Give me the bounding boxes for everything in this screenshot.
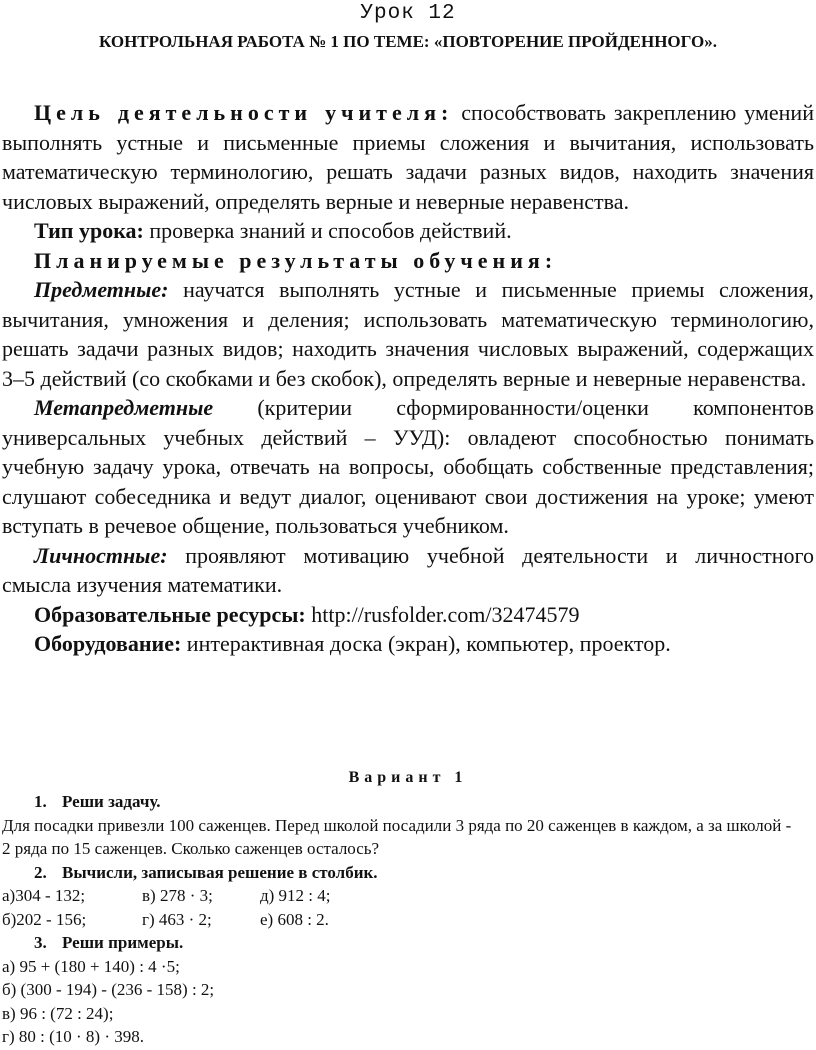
equipment-text: интерактивная доска (экран), компьютер, проектор. bbox=[181, 631, 671, 656]
personal-paragraph bbox=[2, 541, 814, 600]
task3-heading bbox=[2, 931, 802, 955]
goal-paragraph bbox=[2, 98, 814, 216]
lesson-type-paragraph bbox=[2, 216, 814, 246]
personal-text: проявляют мотивацию учебной деятельности и личностного смысла изучения математики. bbox=[2, 542, 814, 597]
task3-item: в) 96 : (72 : 24); bbox=[2, 1003, 114, 1023]
tasks-section bbox=[2, 790, 802, 1049]
task1-text: Для посадки привезли 100 саженцев. Перед школой посадили 3 ряда по 20 саженцев в каждом, а за школой - 2 ряда по 15 саженцев. Сколько саженцев осталось? bbox=[2, 815, 792, 858]
task2-number: 2. bbox=[34, 862, 47, 882]
task1-number: 1. bbox=[34, 792, 47, 811]
goal-text: способствовать закреплению умений выполнять устные и письменные приемы сложения и вычитания, использовать математическую терминологию, решать задачи разных видов, находить значения числовых выражений, определять верные и неверные неравенства. bbox=[2, 100, 814, 214]
results-heading: Планируемые результаты обучения: bbox=[34, 247, 558, 273]
results-heading-paragraph bbox=[2, 246, 814, 276]
resources-link[interactable]: http://rusfolder.com/32474579 bbox=[305, 601, 580, 627]
task2-item: б)202 - 156; bbox=[2, 909, 87, 929]
equipment-paragraph bbox=[2, 629, 814, 659]
resources-paragraph bbox=[2, 600, 814, 630]
subject-text: научатся выполнять устные и письменные приемы сложения, вычитания, умножения и деления; использовать математическую терминологию, решать задачи разных видов; находить значения числовых выражений, содержащих 3–5 действий (со скобками и без скобок), определять верные и неверные неравенства. bbox=[2, 277, 814, 391]
metasubject-text: (критерии сформированности/оценки компонентов универсальных учебных действий – УУД): овладеют способностью понимать учебную задачу урока, отвечать на вопросы, обобщать собственные представления; слушают собеседника и ведут диалог, оценивают свои достижения на уроке; умеют вступать в речевое общение, пользоваться учебником. bbox=[2, 395, 814, 538]
metasubject-label: Метапредметные bbox=[34, 395, 214, 420]
lesson-description bbox=[2, 98, 814, 659]
task2-item: д) 912 : 4; bbox=[260, 886, 331, 905]
task2-item: г) 463 · 2; bbox=[142, 909, 212, 929]
task1-heading bbox=[2, 790, 802, 814]
lesson-type-label: Тип урока: bbox=[34, 218, 144, 243]
lesson-number: Урок 12 bbox=[360, 2, 456, 25]
task1-title: Реши задачу. bbox=[62, 792, 161, 811]
resources-label: Образовательные ресурсы: bbox=[34, 601, 306, 627]
task3-item: а) 95 + (180 + 140) : 4 ·5; bbox=[2, 956, 180, 976]
task3-item: г) 80 : (10 · 8) · 398. bbox=[2, 1027, 145, 1046]
task3-number: 3. bbox=[34, 933, 47, 952]
task3-title: Реши примеры. bbox=[62, 933, 184, 952]
metasubject-paragraph bbox=[2, 393, 814, 541]
task2-row bbox=[2, 908, 802, 932]
subject-paragraph bbox=[2, 275, 814, 393]
lesson-type-text: проверка знаний и способов действий. bbox=[143, 218, 512, 243]
task2-heading bbox=[2, 861, 802, 885]
variant-heading: Вариант 1 bbox=[348, 769, 468, 786]
subject-label: Предметные: bbox=[34, 277, 169, 302]
task2-item: е) 608 : 2. bbox=[260, 909, 329, 929]
task2-item: в) 278 · 3; bbox=[142, 886, 213, 905]
personal-label: Личностные: bbox=[34, 542, 168, 568]
task2-title: Вычисли, записывая решение в столбик. bbox=[62, 862, 378, 882]
task2-item: а)304 - 132; bbox=[2, 886, 86, 905]
task2-row bbox=[2, 884, 802, 908]
task3-item: б) (300 - 194) - (236 - 158) : 2; bbox=[2, 980, 215, 999]
page-title: КОНТРОЛЬНАЯ РАБОТА № 1 ПО ТЕМЕ: «ПОВТОРЕНИЕ ПРОЙДЕННОГО». bbox=[98, 32, 718, 51]
equipment-label: Оборудование: bbox=[34, 631, 182, 656]
goal-label: Цель деятельности учителя: bbox=[34, 100, 454, 125]
